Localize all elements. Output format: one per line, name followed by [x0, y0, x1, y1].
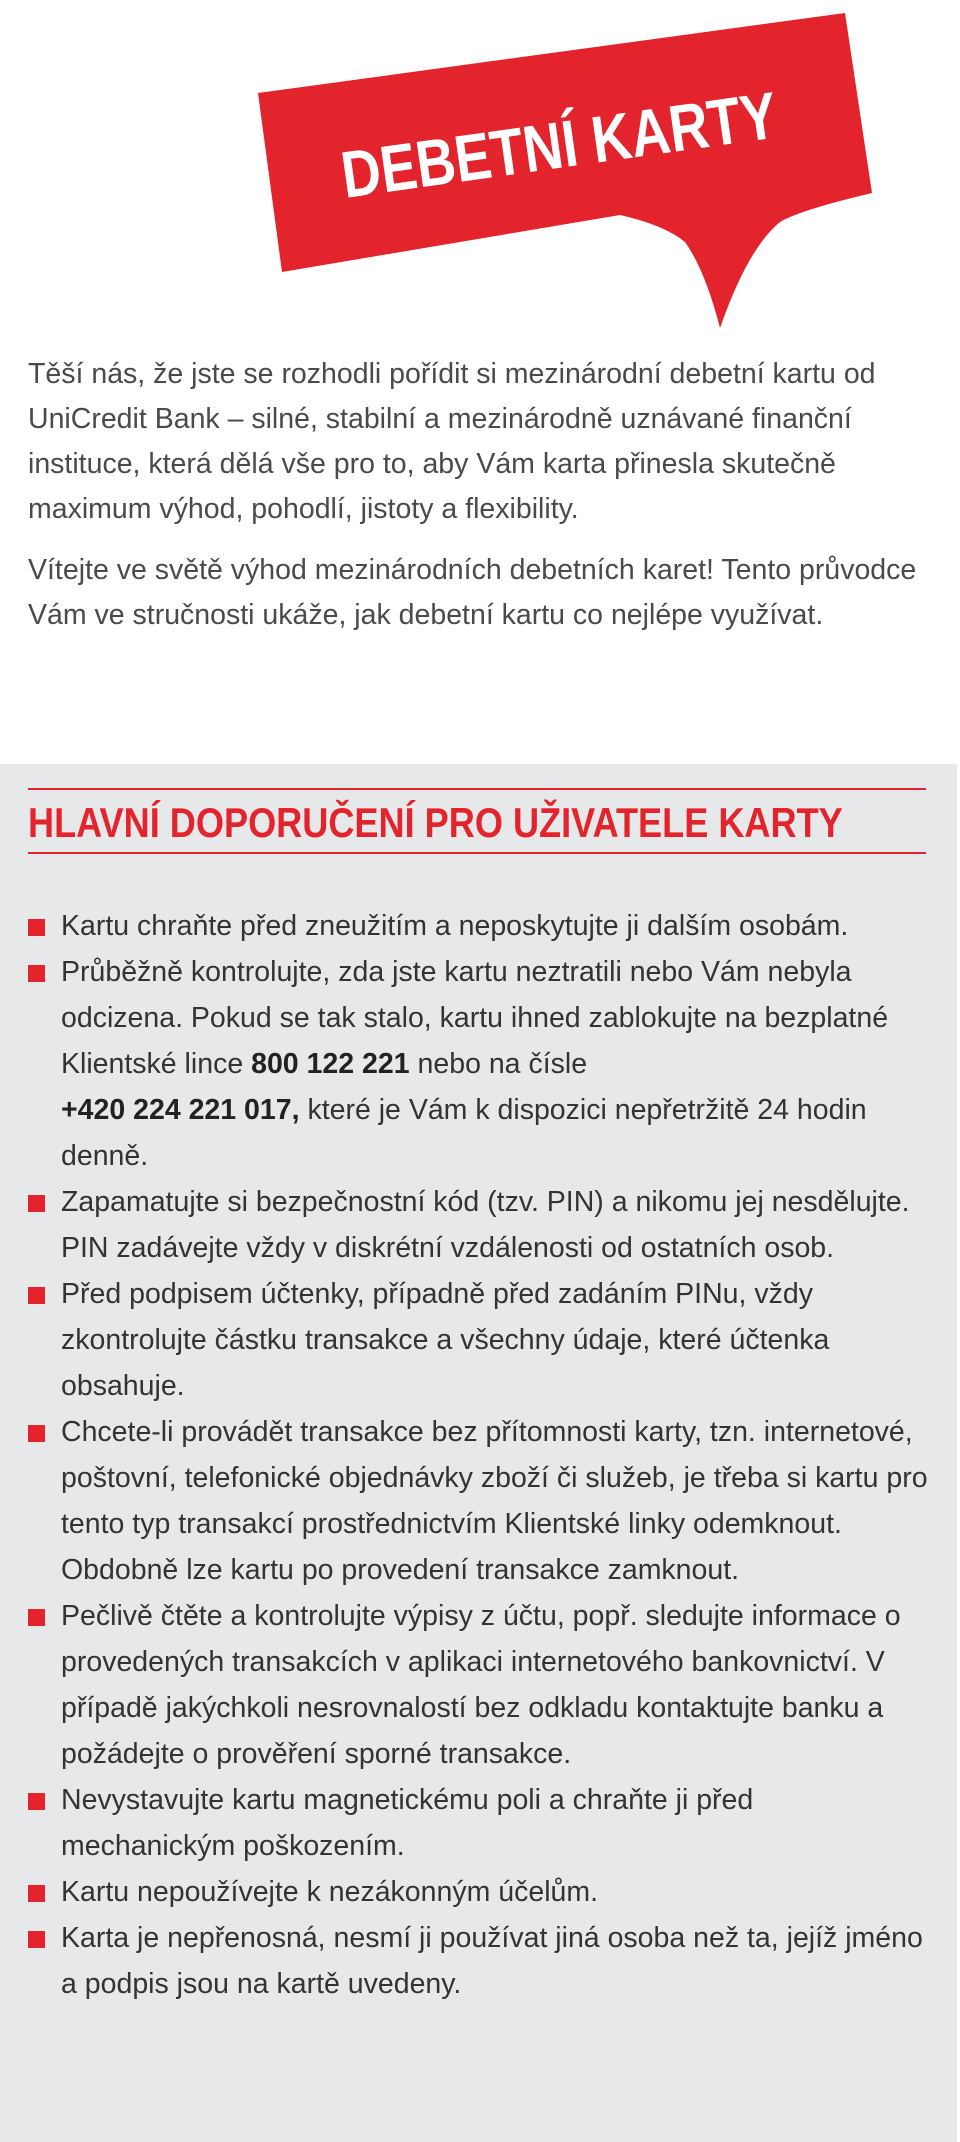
- bullet-square-icon: [28, 1931, 45, 1948]
- phone-number: +420 224 221 017,: [61, 1094, 300, 1126]
- list-item: Zapamatujte si bezpečnostní kód (tzv. PIN) a nikomu jej nesdělujte. PIN zadávejte vždy v diskrétní vzdálenosti od ostatních osob.: [28, 1179, 928, 1271]
- heading-rule-top: [28, 788, 926, 790]
- bullet-square-icon: [28, 919, 45, 936]
- bullet-square-icon: [28, 1287, 45, 1304]
- list-item: Chcete-li provádět transakce bez přítomnosti karty, tzn. internetové, poštovní, telefonické objednávky zboží či služeb, je třeba si kartu pro tento typ transakcí prostřednictvím Klientské linky odemknout. Obdobně lze kartu po provedení transakce zamknout.: [28, 1409, 928, 1593]
- bullet-square-icon: [28, 1793, 45, 1810]
- recommendations-list: [28, 903, 928, 2007]
- bullet-square-icon: [28, 1195, 45, 1212]
- banner-title: DEBETNÍ KARTY: [336, 77, 782, 213]
- list-item: Nevystavujte kartu magnetickému poli a chraňte ji před mechanickým poškozením.: [28, 1777, 928, 1869]
- bullet-square-icon: [28, 1425, 45, 1442]
- list-item: Karta je nepřenosná, nesmí ji používat jiná osoba než ta, jejíž jméno a podpis jsou na kartě uvedeny.: [28, 1915, 928, 2007]
- list-item: Před podpisem účtenky, případně před zadáním PINu, vždy zkontrolujte částku transakce a všechny údaje, které účtenka obsahuje.: [28, 1271, 928, 1409]
- heading-rule-bottom: [28, 852, 926, 854]
- hotline-number: 800 122 221: [251, 1048, 410, 1080]
- intro-paragraph: Těší nás, že jste se rozhodli pořídit si mezinárodní debetní kartu od UniCredit Bank – silné, stabilní a mezinárodně uznávané finanční instituce, která dělá vše pro to, aby Vám karta přinesla skutečně maximum výhod, pohodlí, jistoty a flexibility.: [28, 358, 876, 525]
- list-item: Pečlivě čtěte a kontrolujte výpisy z účtu, popř. sledujte informace o provedených transakcích v aplikaci internetového bankovnictví. V případě jakýchkoli nesrovnalostí bez odkladu kontaktujte banku a požádejte o prověření sporné transakce.: [28, 1593, 928, 1777]
- list-item: Kartu chraňte před zneužitím a neposkytujte ji dalším osobám.: [28, 903, 928, 949]
- bullet-square-icon: [28, 1609, 45, 1626]
- bullet-square-icon: [28, 1885, 45, 1902]
- intro-paragraph: Vítejte ve světě výhod mezinárodních debetních karet! Tento průvodce Vám ve stručnosti ukáže, jak debetní kartu co nejlépe využívat.: [28, 554, 917, 631]
- list-item: Průběžně kontrolujte, zda jste kartu neztratili nebo Vám nebyla odcizena. Pokud se tak stalo, kartu ihned zablokujte na bezplatné Klientské lince 800 122 221 nebo na čísle +420 224 221 017, které je Vám k dispozici nepřetržitě 24 hodin denně.: [28, 949, 928, 1179]
- title-banner: [0, 0, 960, 340]
- list-item: Kartu nepoužívejte k nezákonným účelům.: [28, 1869, 928, 1915]
- recommendations-heading: HLAVNÍ DOPORUČENÍ PRO UŽIVATELE KARTY: [28, 799, 843, 846]
- bullet-square-icon: [28, 965, 45, 982]
- intro-text: [28, 352, 928, 654]
